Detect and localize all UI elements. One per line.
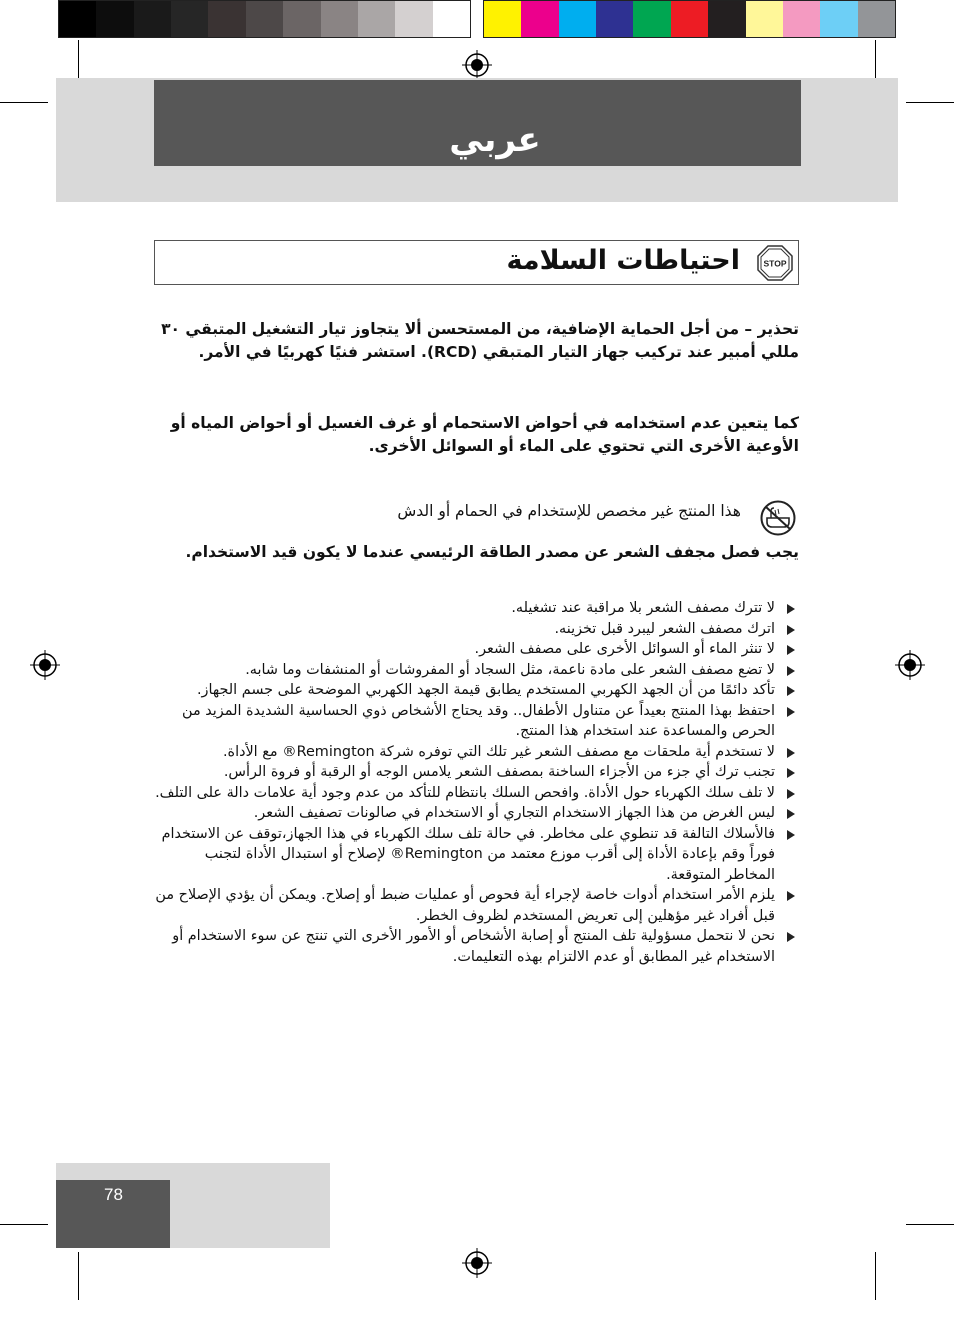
bullet-triangle-icon xyxy=(787,891,795,901)
list-item: احتفظ بهذا المنتج بعيداً عن متناول الأطفال.. وقد يحتاج الأشخاص ذوي الحساسية الشديدة المزيد من الحرص والمساعدة عند استخدام هذا المنتج. xyxy=(154,701,799,742)
registration-mark-icon xyxy=(462,50,492,80)
bullet-triangle-icon xyxy=(787,707,795,717)
gray-swatch xyxy=(395,1,432,37)
bullet-triangle-icon xyxy=(787,932,795,942)
bullet-triangle-icon xyxy=(787,830,795,840)
grayscale-color-bar xyxy=(58,0,471,38)
unplug-warning: يجب فصل مجفف الشعر عن مصدر الطاقة الرئيسي عندما لا يكون قيد الاستخدام. xyxy=(185,543,799,561)
bullet-triangle-icon xyxy=(787,686,795,696)
color-swatch xyxy=(746,1,783,37)
crop-mark xyxy=(0,1224,48,1225)
crop-mark xyxy=(0,102,48,103)
section-title: احتياطات السلامة xyxy=(506,245,740,276)
gray-swatch xyxy=(283,1,320,37)
gray-swatch xyxy=(358,1,395,37)
gray-swatch xyxy=(171,1,208,37)
water-warning: كما يتعين عدم استخدامه في أحواض الاستحمام أو غرف الغسيل أو أحواض المياه أو الأوعية الأخرى التي تحتوي على الماء أو السوائل الأخرى. xyxy=(170,414,799,455)
color-swatch xyxy=(708,1,745,37)
list-item: لا تترك مصفف الشعر بلا مراقبة عند تشغيله. xyxy=(154,598,799,619)
registration-mark-icon xyxy=(30,650,60,680)
no-bathtub-icon xyxy=(757,500,799,536)
language-title: عربي xyxy=(449,120,541,160)
page-number: 78 xyxy=(104,1185,123,1204)
list-item: لا تنثر الماء أو السوائل الأخرى على مصفف الشعر. xyxy=(154,639,799,660)
list-item: نحن لا نتحمل مسؤولية تلف المنتج أو إصابة الأشخاص أو الأمور الأخرى التي تنتج عن سوء الاستخدام أو الاستخدام غير المطابق أو عدم الالتزام بهذه التعليمات. xyxy=(154,926,799,967)
section-heading xyxy=(154,240,799,285)
process-color-bar xyxy=(483,0,896,38)
gray-swatch xyxy=(208,1,245,37)
registration-mark-icon xyxy=(462,1248,492,1278)
gray-swatch xyxy=(59,1,96,37)
gray-swatch xyxy=(134,1,171,37)
bullet-triangle-icon xyxy=(787,748,795,758)
bath-note-row xyxy=(154,500,799,540)
list-item: لا تضع مصفف الشعر على مادة ناعمة، مثل السجاد أو المفروشات أو المنشفات وما شابه. xyxy=(154,660,799,681)
gray-swatch xyxy=(96,1,133,37)
safety-list xyxy=(154,598,799,967)
color-swatch xyxy=(484,1,521,37)
crop-mark xyxy=(875,1252,876,1300)
stop-icon-label: STOP xyxy=(763,258,787,269)
list-item: ليس الغرض من هذا الجهاز الاستخدام التجاري أو الاستخدام في صالونات تصفيف الشعر. xyxy=(154,803,799,824)
bullet-triangle-icon xyxy=(787,789,795,799)
gray-swatch xyxy=(433,1,470,37)
rcd-warning: تحذير – من أجل الحماية الإضافية، من المستحسن ألا يتجاوز تيار التشغيل المتبقي ٣٠ مللي أمبير عند تركيب جهاز التيار المتبقي (RCD). استشر فنيًا كهربيًا في الأمر. xyxy=(161,320,799,361)
crop-mark xyxy=(906,1224,954,1225)
list-item: يلزم الأمر استخدام أدوات خاصة لإجراء أية فحوص أو عمليات ضبط أو إصلاح. ويمكن أن يؤدي الإصلاح من قبل أفراد غير مؤهلين إلى تعريض المستخدم لظروف الخطر. xyxy=(154,885,799,926)
crop-mark xyxy=(906,102,954,103)
list-item: لا تستخدم أية ملحقات مع مصفف الشعر غير تلك التي توفره شركة Remington® مع الأداة. xyxy=(154,742,799,763)
color-swatch xyxy=(858,1,895,37)
bullet-triangle-icon xyxy=(787,625,795,635)
color-swatch xyxy=(521,1,558,37)
bath-note-text: هذا المنتج غير مخصص للإستخدام في الحمام أو الدش xyxy=(397,502,741,520)
color-swatch xyxy=(633,1,670,37)
crop-mark xyxy=(78,1252,79,1300)
gray-swatch xyxy=(321,1,358,37)
color-swatch xyxy=(820,1,857,37)
registration-mark-icon xyxy=(895,650,925,680)
language-header xyxy=(154,80,801,166)
color-swatch xyxy=(671,1,708,37)
list-item: تجنب ترك أي جزء من الأجزاء الساخنة بمصفف الشعر يلامس الوجه أو الرقبة أو فروة الرأس. xyxy=(154,762,799,783)
list-item: تأكد دائمًا من أن الجهد الكهربي المستخدم يطابق قيمة الجهد الكهربي الموضحة على جسم الجهاز. xyxy=(154,680,799,701)
bullet-triangle-icon xyxy=(787,809,795,819)
color-swatch xyxy=(596,1,633,37)
list-item: اترك مصفف الشعر ليبرد قبل تخزينه. xyxy=(154,619,799,640)
list-item: فالأسلاك التالفة قد تنطوي على مخاطر. في حالة تلف سلك الكهرباء في هذا الجهاز،توقف عن الاستخدام فوراً وقم بإعادة الأداة إلى أقرب موزع معتمد من Remington® لإصلاح أو استبدال الأداة لتجنب المخاطر المتوقعة. xyxy=(154,824,799,886)
color-swatch xyxy=(559,1,596,37)
gray-swatch xyxy=(246,1,283,37)
color-swatch xyxy=(783,1,820,37)
stop-sign-icon xyxy=(757,245,793,281)
bullet-triangle-icon xyxy=(787,645,795,655)
bullet-triangle-icon xyxy=(787,666,795,676)
bullet-triangle-icon xyxy=(787,604,795,614)
bullet-triangle-icon xyxy=(787,768,795,778)
list-item: لا تلف سلك الكهرباء حول الأداة. وافحص السلك بانتظام للتأكد من عدم وجود أية علامات دالة على التلف. xyxy=(154,783,799,804)
